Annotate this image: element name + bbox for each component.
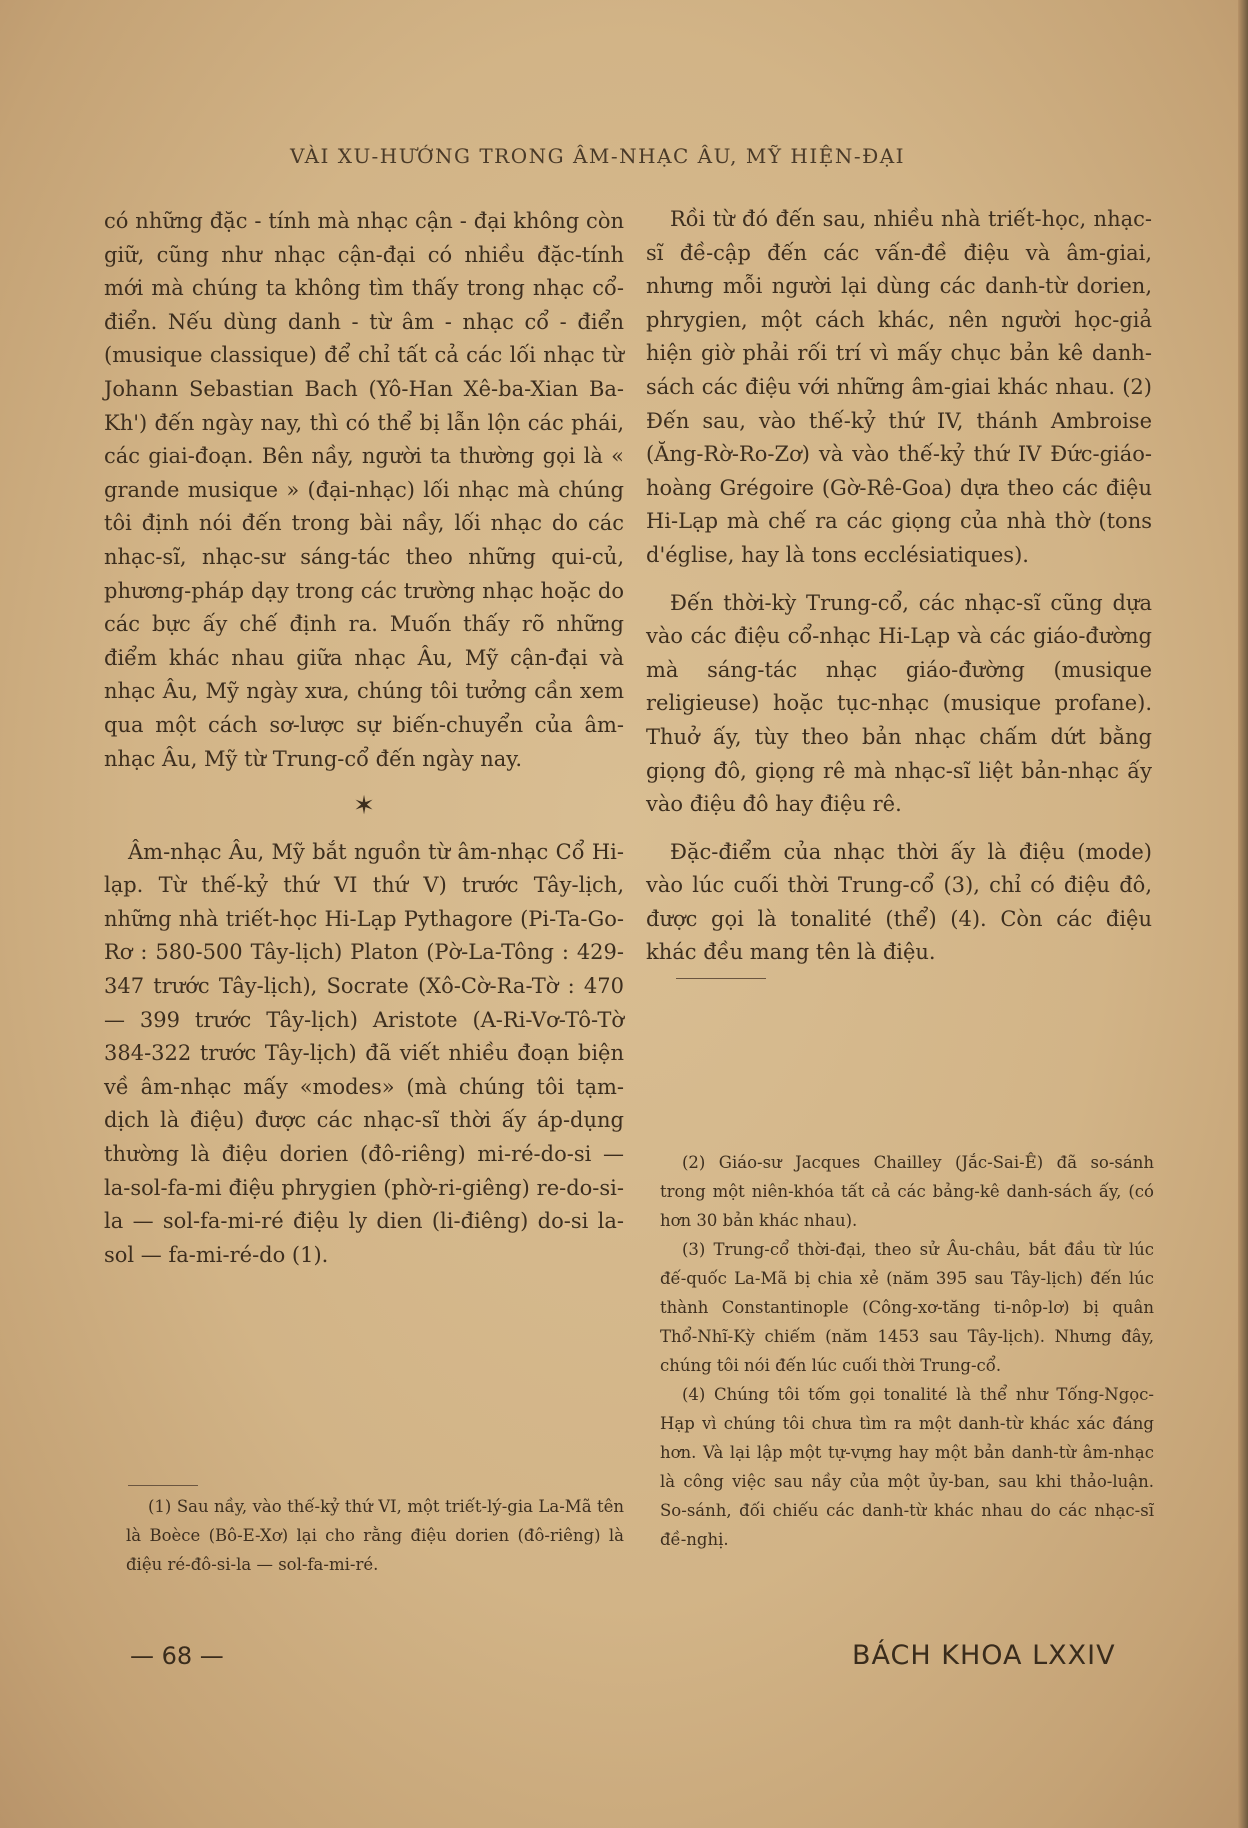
left-column <box>104 205 624 1272</box>
footnote-1: (1) Sau nầy, vào thế-kỷ thứ VI, một triết-lý-gia La-Mã tên là Boèce (Bô-E-Xơ) lại cho rằng điệu dorien (đô-riêng) là điệu ré-đô-si-la — sol-fa-mi-ré. <box>126 1497 624 1574</box>
footnote-4: (4) Chúng tôi tốm gọi tonalité là thể như Tống-Ngọc-Hạp vì chúng tôi chưa tìm ra một danh-từ khác xác đáng hơn. Và lại lập một tự-vựng hay một bản danh-từ âm-nhạc là công việc sau nầy của một ủy-ban, sau khi thảo-luận. So-sánh, đối chiếu các danh-từ khác nhau do các nhạc-sĩ đề-nghị. <box>660 1385 1154 1549</box>
section-separator: ✶ <box>353 791 375 822</box>
right-column <box>646 203 1152 991</box>
left-paragraph-1: có những đặc - tính mà nhạc cận - đại không còn giữ, cũng như nhạc cận-đại có nhiều đặc-tính mới mà chúng ta không tìm thấy trong nhạc cổ-điển. Nếu dùng danh - từ âm - nhạc cổ - điển (musique classique) để chỉ tất cả các lối nhạc từ Johann Sebastian Bach (Yô-Han Xê-ba-Xian Ba-Kh') đến ngày nay, thì có thể bị lẫn lộn các phái, các giai-đoạn. Bên nầy, người ta thường gọi là « grande musique » (đại-nhạc) lối nhạc mà chúng tôi định nói đến trong bài nầy, lối nhạc do các nhạc-sĩ, nhạc-sư sáng-tác theo những qui-củ, phương-pháp dạy trong các trường nhạc hoặc do các bực ấy chế định ra. Muốn thấy rõ những điểm khác nhau giữa nhạc Âu, Mỹ cận-đại và nhạc Âu, Mỹ ngày xưa, chúng tôi tưởng cần xem qua một cách sơ-lược sự biến-chuyển của âm-nhạc Âu, Mỹ từ Trung-cổ đến ngày nay. <box>104 209 624 771</box>
footnote-rule-right <box>676 978 766 979</box>
magazine-issue: BÁCH KHOA LXXIV <box>852 1640 1116 1671</box>
footnote-2: (2) Giáo-sư Jacques Chailley (Jắc-Sai-Ê) đã so-sánh trong một niên-khóa tất cả các bảng-kê danh-sách ấy, (có hơn 30 bản khác nhau). <box>660 1153 1154 1230</box>
right-paragraph-1: Rồi từ đó đến sau, nhiều nhà triết-học, nhạc-sĩ đề-cập đến các vấn-đề điệu và âm-giai, nhưng mỗi người lại dùng các danh-từ dorien, phrygien, một cách khác, nên người học-giả hiện giờ phải rối trí vì mấy chục bản kê danh-sách các điệu với những âm-giai khác nhau. (2) Đến sau, vào thế-kỷ thứ IV, thánh Ambroise (Ăng-Rờ-Ro-Zơ) và vào thế-kỷ thứ IV Đức-giáo-hoàng Grégoire (Gờ-Rê-Goa) dựa theo các điệu Hi-Lạp mà chế ra các giọng của nhà thờ (tons d'église, hay là tons ecclésiatiques). <box>646 207 1152 567</box>
right-paragraph-2: Đến thời-kỳ Trung-cổ, các nhạc-sĩ cũng dựa vào các điệu cổ-nhạc Hi-Lạp và các giáo-đường mà sáng-tác nhạc giáo-đường (musique religieuse) hoặc tục-nhạc (musique profane). Thuở ấy, tùy theo bản nhạc chấm dứt bằng giọng đô, giọng rê mà nhạc-sĩ liệt bản-nhạc ấy vào điệu đô hay điệu rê. <box>646 590 1152 817</box>
footnote-rule-left <box>128 1485 198 1486</box>
footnote-3: (3) Trung-cổ thời-đại, theo sử Âu-châu, bắt đầu từ lúc đế-quốc La-Mã bị chia xẻ (năm 395 sau Tây-lịch) đến lúc thành Constantinople (Công-xơ-tăng ti-nôp-lơ) bị quân Thổ-Nhĩ-Kỳ chiếm (năm 1453 sau Tây-lịch). Nhưng đây, chúng tôi nói đến lúc cuối thời Trung-cổ. <box>660 1240 1154 1375</box>
right-paragraph-3: Đặc-điểm của nhạc thời ấy là điệu (mode) vào lúc cuối thời Trung-cổ (3), chỉ có điệu đô, được gọi là tonalité (thể) (4). Còn các điệu khác đều mang tên là điệu. <box>646 839 1152 965</box>
page-number: — 68 — <box>130 1642 224 1670</box>
running-header: VÀI XU-HƯỚNG TRONG ÂM-NHẠC ÂU, MỸ HIỆN-ĐẠI <box>290 144 906 168</box>
right-footnotes <box>660 1148 1154 1554</box>
left-footnotes <box>126 1492 624 1579</box>
page-edge <box>1238 0 1248 1828</box>
left-paragraph-2: Âm-nhạc Âu, Mỹ bắt nguồn từ âm-nhạc Cổ Hi-lạp. Từ thế-kỷ thứ VI thứ V) trước Tây-lịch, những nhà triết-học Hi-Lạp Pythagore (Pi-Ta-Go-Rơ : 580-500 Tây-lịch) Platon (Pờ-La-Tông : 429-347 trước Tây-lịch), Socrate (Xô-Cờ-Ra-Tờ : 470 — 399 trước Tây-lịch) Aristote (A-Ri-Vơ-Tô-Tờ 384-322 trước Tây-lịch) đã viết nhiều đoạn biện về âm-nhạc mấy «modes» (mà chúng tôi tạm-dịch là điệu) được các nhạc-sĩ thời ấy áp-dụng thường là điệu dorien (đô-riêng) mi-ré-do-si — la-sol-fa-mi điệu phrygien (phờ-ri-giêng) re-do-si-la — sol-fa-mi-ré điệu ly dien (li-điêng) do-si la-sol — fa-mi-ré-do (1). <box>104 839 624 1267</box>
